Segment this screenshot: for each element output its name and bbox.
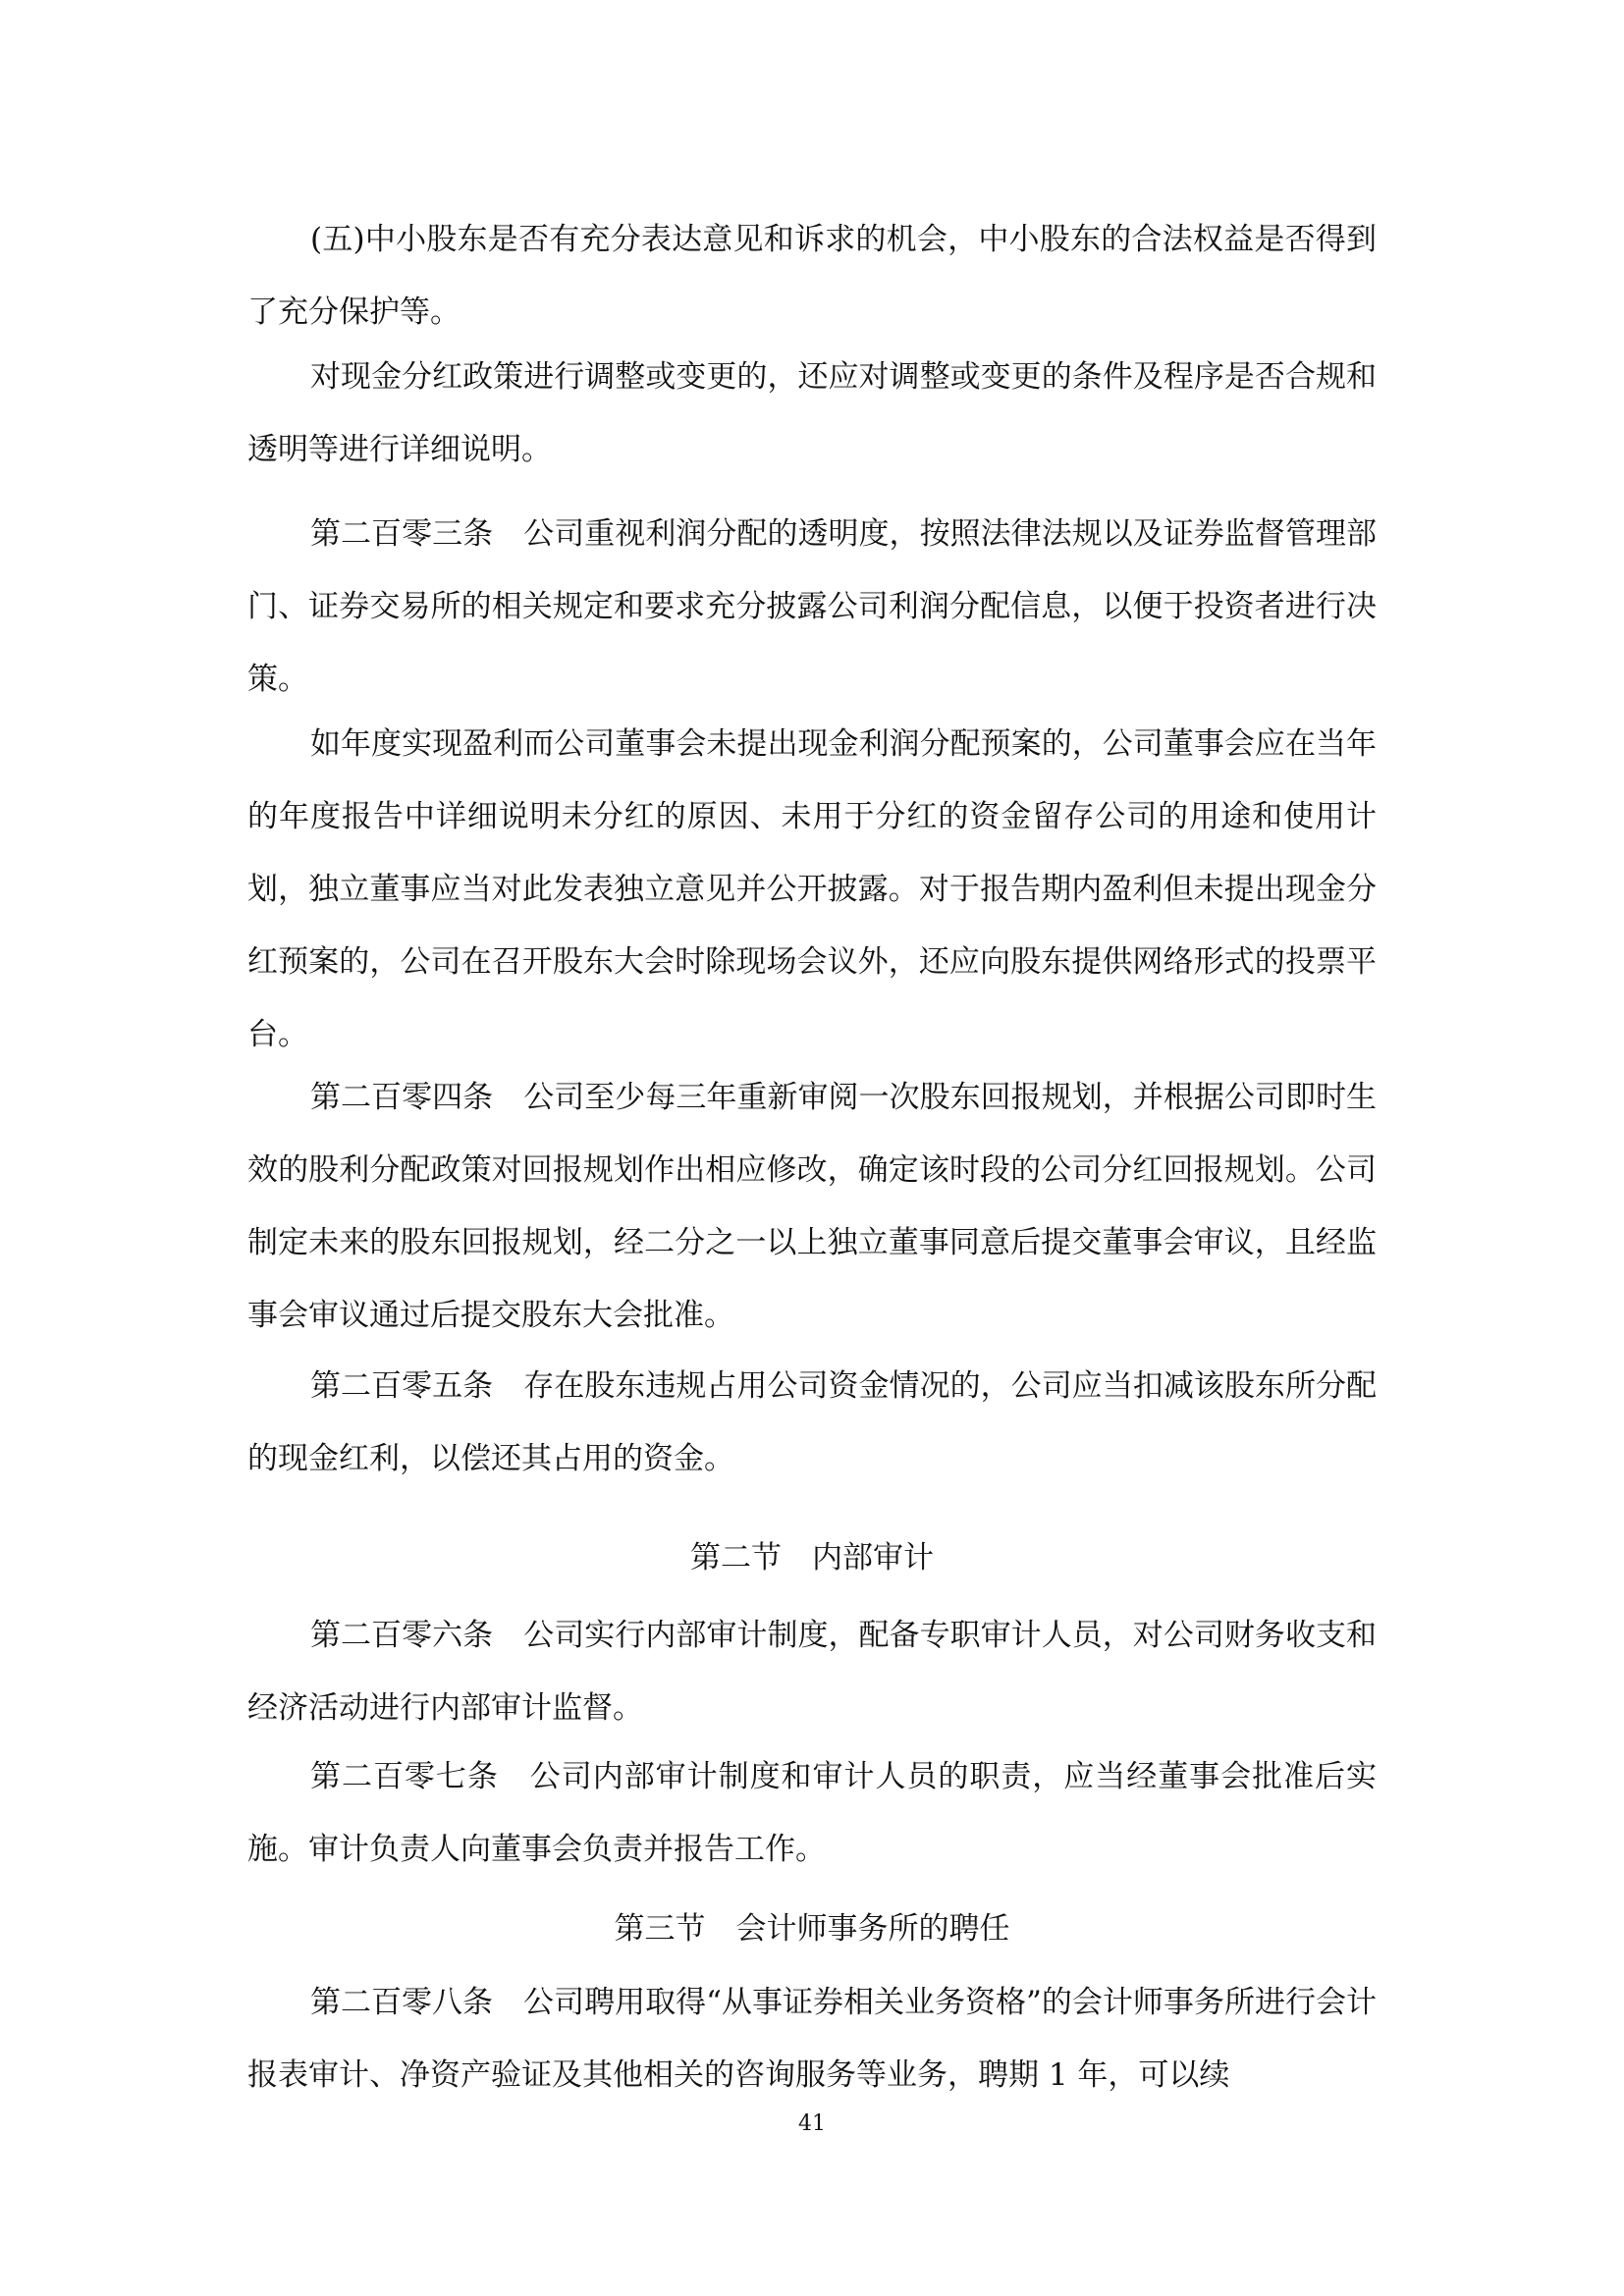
- paragraph-dividend-policy-change: 对现金分红政策进行调整或变更的，还应对调整或变更的条件及程序是否合规和透明等进行详细说明。: [247, 359, 1377, 467]
- page-number: 41: [798, 2111, 826, 2136]
- article-204: 第二百零四条 公司至少每三年重新审阅一次股东回报规划，并根据公司即时生效的股利分配政策对回报规划作出相应修改，确定该时段的公司分红回报规划。公司制定未来的股东回报规划，经二分之一以上独立董事同意后提交董事会审议，且经监事会审议通过后提交股东大会批准。: [247, 1080, 1377, 1333]
- article-207: 第二百零七条 公司内部审计制度和审计人员的职责，应当经董事会批准后实施。审计负责人向董事会负责并报告工作。: [247, 1759, 1377, 1867]
- section-heading-accounting-firm: 第三节 会计师事务所的聘任: [614, 1911, 1010, 1947]
- article-208: 第二百零八条 公司聘用取得“从事证券相关业务资格”的会计师事务所进行会计报表审计、净资产验证及其他相关的咨询服务等业务，聘期 1 年，可以续: [247, 1985, 1377, 2093]
- article-203: 第二百零三条 公司重视利润分配的透明度，按照法律法规以及证券监督管理部门、证券交易所的相关规定和要求充分披露公司利润分配信息，以便于投资者进行决策。: [247, 516, 1377, 697]
- article-205: 第二百零五条 存在股东违规占用公司资金情况的，公司应当扣减该股东所分配的现金红利，以偿还其占用的资金。: [247, 1368, 1377, 1476]
- paragraph-shareholder-rights: (五)中小股东是否有充分表达意见和诉求的机会，中小股东的合法权益是否得到了充分保护等。: [247, 222, 1377, 330]
- paragraph-no-cash-dividend: 如年度实现盈利而公司董事会未提出现金利润分配预案的，公司董事会应在当年的年度报告中详细说明未分红的原因、未用于分红的资金留存公司的用途和使用计划，独立董事应当对此发表独立意见并公开披露。对于报告期内盈利但未提出现金分红预案的，公司在召开股东大会时除现场会议外，还应向股东提供网络形式的投票平台。: [247, 726, 1377, 1052]
- section-heading-internal-audit: 第二节 内部审计: [690, 1540, 934, 1575]
- article-206: 第二百零六条 公司实行内部审计制度，配备专职审计人员，对公司财务收支和经济活动进行内部审计监督。: [247, 1618, 1377, 1726]
